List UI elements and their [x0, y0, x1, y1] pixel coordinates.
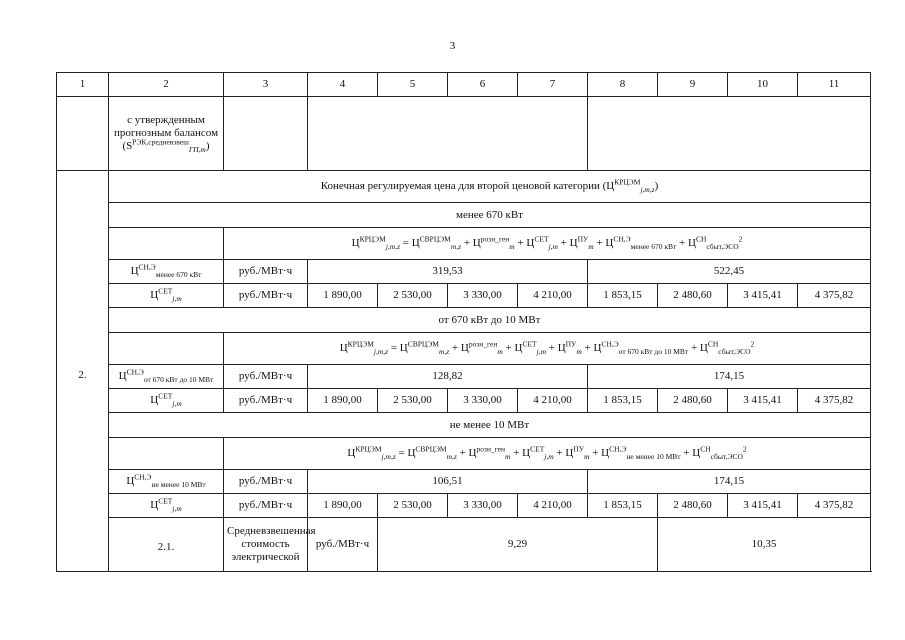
sn-value: 522,45 — [588, 260, 871, 284]
set-value: 1 853,15 — [588, 284, 658, 308]
section-number: 2. — [57, 171, 109, 572]
sn-value: 174,15 — [588, 365, 871, 389]
row-number: 2.1. — [109, 518, 224, 572]
header-cell: 1 — [57, 73, 109, 97]
set-value: 3 330,00 — [448, 284, 518, 308]
sn-value: 174,15 — [588, 470, 871, 494]
unit-cell: руб./МВт·ч — [224, 389, 308, 413]
row-2-1 — [57, 518, 871, 572]
set-value: 4 375,82 — [798, 494, 871, 518]
set-value: 1 890,00 — [308, 494, 378, 518]
row-2-1-value: 9,29 — [378, 518, 658, 572]
unit-cell: руб./МВт·ч — [224, 365, 308, 389]
set-row — [57, 389, 871, 413]
section-title-row — [57, 171, 871, 203]
set-value: 4 210,00 — [518, 494, 588, 518]
set-row — [57, 284, 871, 308]
header-cell: 6 — [448, 73, 518, 97]
header-cell: 10 — [728, 73, 798, 97]
set-value: 3 415,41 — [728, 494, 798, 518]
set-value: 3 330,00 — [448, 389, 518, 413]
set-value: 4 210,00 — [518, 389, 588, 413]
set-value: 2 480,60 — [658, 389, 728, 413]
sn-value: 128,82 — [308, 365, 588, 389]
set-value: 3 415,41 — [728, 284, 798, 308]
set-value: 4 375,82 — [798, 389, 871, 413]
tariff-table — [56, 72, 871, 572]
set-value: 1 890,00 — [308, 389, 378, 413]
set-label: $Ц^{СЕТ}_{j,m}$ — [109, 389, 224, 413]
set-value: 1 890,00 — [308, 284, 378, 308]
header-cell: 4 — [308, 73, 378, 97]
formula-row — [57, 228, 871, 260]
formula: $Ц^{КРЦЭМ}_{j,m,z} = Ц^{СВРЦЭМ}_{m,z} + Ц^{розн\_ген}_m + Ц^{СЕТ}_{j,m} + Ц^{ПУ}_m + Ц^{СН,Э}_{от 670 кВт до 10 МВт} + Ц^{СН}_{сбыт,ЭСО}^2$ — [224, 333, 871, 365]
set-value: 3 330,00 — [448, 494, 518, 518]
row-2-1-value: 10,35 — [658, 518, 871, 572]
balance-label: с утвержденным прогнозным балансом $(S^{РЭК,средневзвеш}_{ГП,m})$ — [109, 97, 224, 171]
set-value: 1 853,15 — [588, 494, 658, 518]
sn-label: $Ц^{СН,Э}_{не менее 10 МВт}$ — [109, 470, 224, 494]
unit-cell: руб./МВт·ч — [224, 470, 308, 494]
set-value: 3 415,41 — [728, 389, 798, 413]
block-heading-row — [57, 413, 871, 438]
header-cell: 5 — [378, 73, 448, 97]
header-cell: 11 — [798, 73, 871, 97]
set-value: 2 530,00 — [378, 494, 448, 518]
set-label: $Ц^{СЕТ}_{j,m}$ — [109, 284, 224, 308]
sn-label: $Ц^{СН,Э}_{менее 670 кВт}$ — [109, 260, 224, 284]
sn-value: 319,53 — [308, 260, 588, 284]
block-heading-row — [57, 203, 871, 228]
header-cell: 9 — [658, 73, 728, 97]
formula: $Ц^{КРЦЭМ}_{j,m,z} = Ц^{СВРЦЭМ}_{m,z} + Ц^{розн\_ген}_m + Ц^{СЕТ}_{j,m} + Ц^{ПУ}_m + Ц^{СН,Э}_{не менее 10 МВт} + Ц^{СН}_{сбыт,ЭСО}^2$ — [224, 438, 871, 470]
header-cell: 8 — [588, 73, 658, 97]
page-number: 3 — [449, 40, 456, 52]
header-cell: 7 — [518, 73, 588, 97]
formula-row — [57, 438, 871, 470]
set-value: 2 530,00 — [378, 389, 448, 413]
header-row — [57, 73, 871, 97]
sn-label: $Ц^{СН,Э}_{от 670 кВт до 10 МВт}$ — [109, 365, 224, 389]
balance-row — [57, 97, 871, 171]
set-value: 4 210,00 — [518, 284, 588, 308]
row-2-1-label: Средневзвешенная стоимость электрической — [224, 518, 308, 572]
set-value: 2 530,00 — [378, 284, 448, 308]
block-heading: от 670 кВт до 10 МВт — [109, 308, 871, 333]
sn-value: 106,51 — [308, 470, 588, 494]
block-heading-row — [57, 308, 871, 333]
unit-cell: руб./МВт·ч — [224, 494, 308, 518]
unit-cell: руб./МВт·ч — [224, 284, 308, 308]
set-label: $Ц^{СЕТ}_{j,m}$ — [109, 494, 224, 518]
sn-row — [57, 365, 871, 389]
unit-cell: руб./МВт·ч — [224, 260, 308, 284]
header-cell: 2 — [109, 73, 224, 97]
set-value: 4 375,82 — [798, 284, 871, 308]
header-cell: 3 — [224, 73, 308, 97]
sn-row — [57, 260, 871, 284]
set-value: 1 853,15 — [588, 389, 658, 413]
block-heading: менее 670 кВт — [109, 203, 871, 228]
set-value: 2 480,60 — [658, 284, 728, 308]
section-title: Конечная регулируемая цена для второй ценовой категории $(Ц^{КРЦЭМ}_{j,m,z})$ — [109, 171, 871, 203]
block-heading: не менее 10 МВт — [109, 413, 871, 438]
formula-row — [57, 333, 871, 365]
sn-row — [57, 470, 871, 494]
set-row — [57, 494, 871, 518]
formula: $Ц^{КРЦЭМ}_{j,m,z} = Ц^{СВРЦЭМ}_{m,z} + Ц^{розн\_ген}_m + Ц^{СЕТ}_{j,m} + Ц^{ПУ}_m + Ц^{СН,Э}_{менее 670 кВт} + Ц^{СН}_{сбыт,ЭСО}^2$ — [224, 228, 871, 260]
unit-cell: руб./МВт·ч — [308, 518, 378, 572]
set-value: 2 480,60 — [658, 494, 728, 518]
